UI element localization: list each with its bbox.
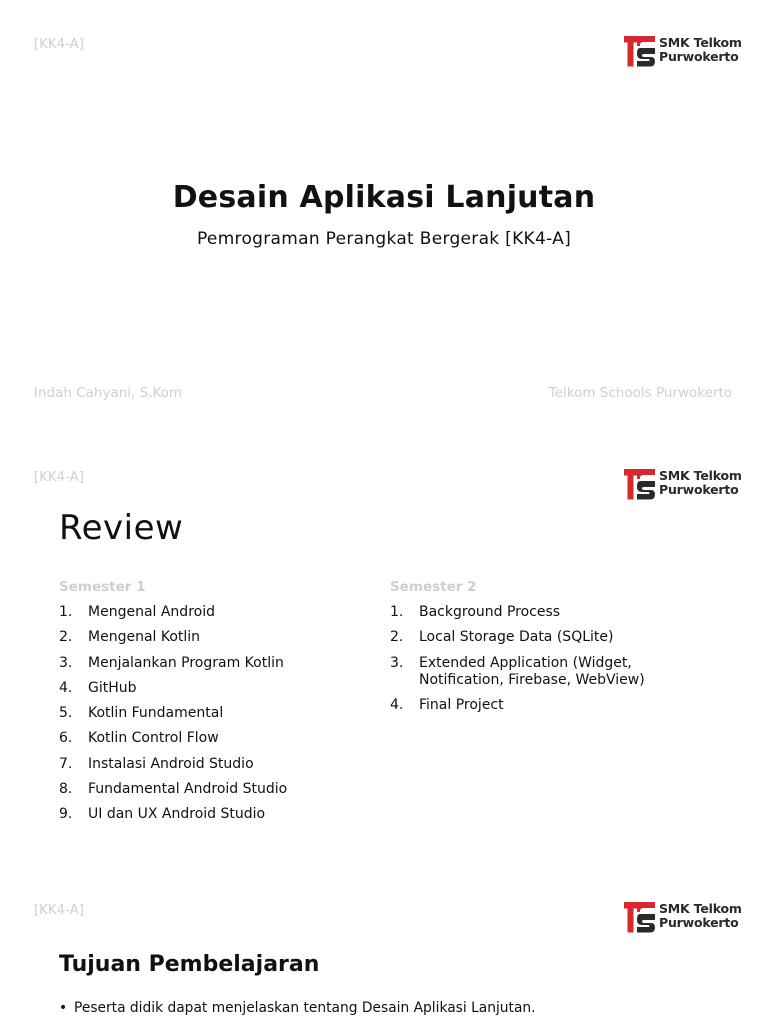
item-text: Mengenal Android — [88, 604, 215, 620]
institution-name: Telkom Schools Purwokerto — [548, 385, 732, 401]
list-item — [59, 998, 536, 1018]
item-number: 7. — [59, 755, 73, 772]
course-code-tag: [KK4-A] — [34, 470, 85, 485]
course-code-tag: [KK4-A] — [34, 37, 85, 52]
bullet-icon: • — [59, 1000, 68, 1016]
logo-line1: SMK Telkom — [659, 35, 742, 50]
item-number: 3. — [59, 654, 73, 671]
item-text: Kotlin Fundamental — [88, 705, 224, 722]
item-number: 8. — [59, 781, 73, 798]
item-number: 4. — [390, 697, 404, 714]
course-code-tag: [KK4-A] — [34, 903, 85, 918]
item-number: 1. — [390, 604, 404, 620]
semester2-heading: Semester 2 — [390, 579, 477, 595]
school-logo — [624, 902, 748, 936]
logo-line1: SMK Telkom — [659, 468, 742, 483]
item-number: 5. — [59, 705, 73, 722]
item-number: 2. — [390, 629, 404, 646]
objectives-title: Tujuan Pembelajaran — [59, 952, 320, 977]
list-item — [390, 629, 690, 646]
telkom-schools-logo-icon — [624, 36, 656, 67]
semester1-list — [59, 604, 359, 832]
item-number: 2. — [59, 629, 73, 646]
logo-wordmark — [659, 902, 742, 930]
item-text: Extended Application (Widget, Notification, Firebase, WebView) — [419, 654, 645, 688]
list-item — [390, 697, 690, 714]
item-number: 4. — [59, 679, 73, 696]
item-number: 9. — [59, 806, 73, 823]
semester1-heading: Semester 1 — [59, 579, 146, 595]
list-item — [59, 604, 359, 621]
list-item — [59, 806, 359, 823]
list-item — [59, 629, 359, 646]
item-text: UI dan UX Android Studio — [88, 806, 266, 823]
presentation-title: Desain Aplikasi Lanjutan — [172, 180, 596, 215]
logo-line2: Purwokerto — [659, 482, 739, 497]
list-item — [59, 756, 359, 773]
item-number: 3. — [390, 654, 404, 671]
list-item — [59, 730, 359, 747]
logo-line2: Purwokerto — [659, 915, 739, 930]
item-text: Final Project — [419, 697, 504, 714]
item-number: 1. — [59, 604, 73, 620]
list-item — [59, 680, 359, 697]
item-text: Local Storage Data (SQLite) — [419, 629, 614, 646]
item-text: Mengenal Kotlin — [88, 629, 201, 646]
logo-wordmark — [659, 36, 742, 64]
slide-title — [0, 0, 768, 430]
logo-wordmark — [659, 469, 742, 497]
list-item — [59, 655, 359, 672]
item-text: Instalasi Android Studio — [88, 755, 254, 772]
school-logo — [624, 469, 748, 503]
list-item — [59, 705, 359, 722]
semester2-list — [390, 604, 690, 722]
item-text: Background Process — [419, 604, 561, 620]
author-name: Indah Cahyani, S.Kom — [34, 385, 183, 401]
presentation-subtitle: Pemrograman Perangkat Bergerak [KK4-A] — [196, 229, 572, 249]
item-text: Fundamental Android Studio — [88, 781, 288, 798]
list-item — [390, 604, 690, 621]
item-text: GitHub — [88, 679, 137, 696]
logo-line2: Purwokerto — [659, 49, 739, 64]
objectives-list — [59, 998, 536, 1018]
item-text: Menjalankan Program Kotlin — [88, 654, 284, 671]
list-item — [390, 655, 690, 690]
telkom-schools-logo-icon — [624, 469, 656, 500]
item-number: 6. — [59, 730, 73, 747]
logo-line1: SMK Telkom — [659, 901, 742, 916]
list-item — [59, 781, 359, 798]
item-text: Peserta didik dapat menjelaskan tentang Desain Aplikasi Lanjutan. — [74, 1000, 536, 1016]
item-text: Kotlin Control Flow — [88, 730, 219, 747]
telkom-schools-logo-icon — [624, 902, 656, 933]
school-logo — [624, 36, 748, 70]
review-title: Review — [59, 508, 184, 548]
